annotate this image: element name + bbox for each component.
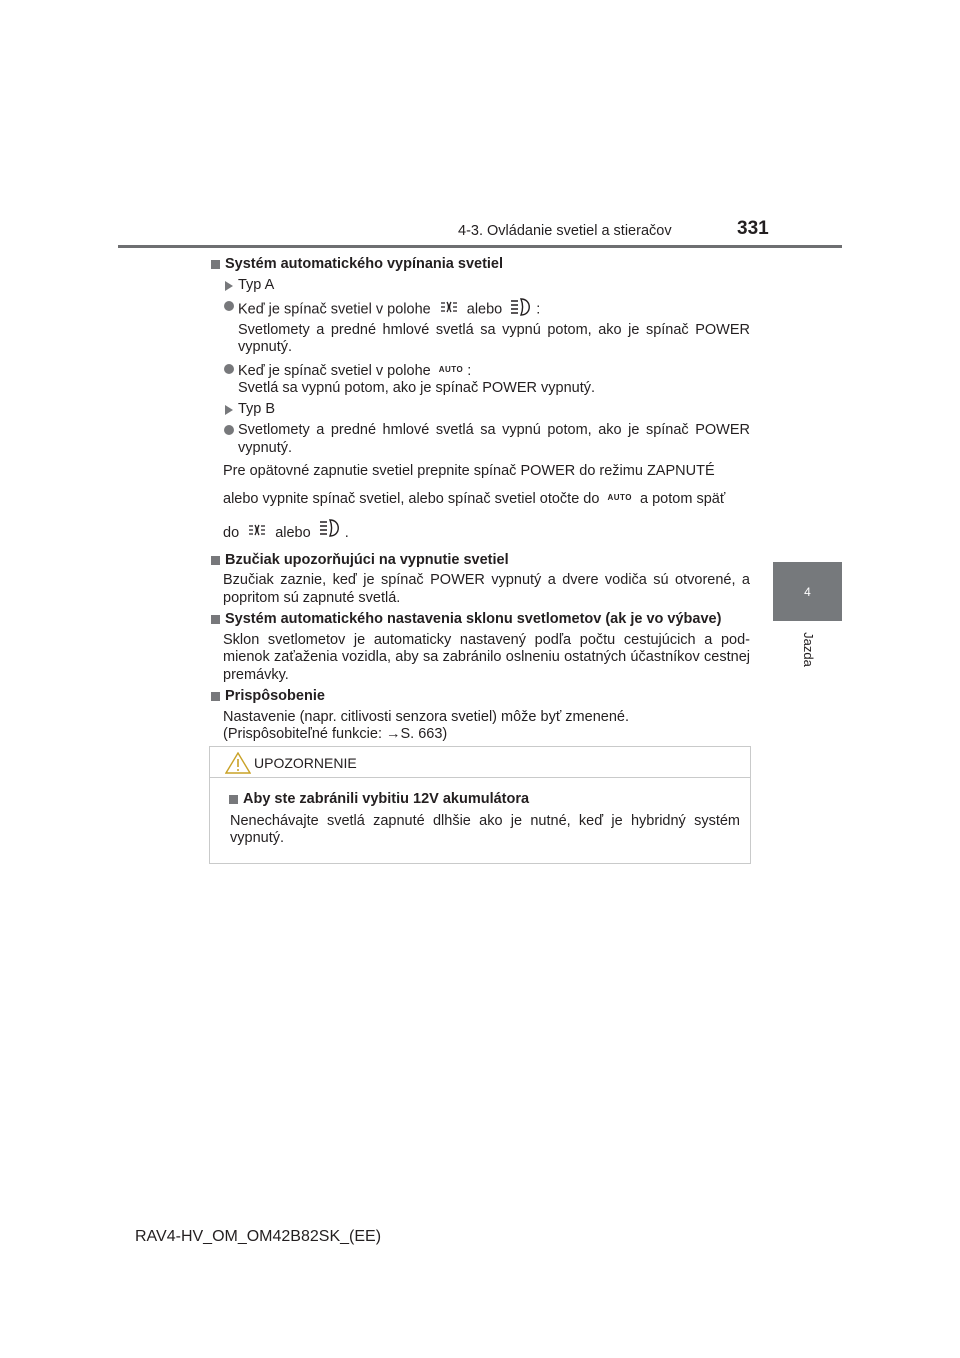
paragraph-reactivate-line-2 — [210, 481, 750, 516]
bullet-type-b-1: Svetlomety a predné hmlové svetlá sa vypnú potom, ako je spínač POWER vypnutý. — [210, 422, 750, 457]
warning-body: Nenechávajte svetlá zapnuté dlhšie ako je nutné, keď je hybridný systém vypnutý. — [230, 812, 740, 846]
paragraph-text-pre: alebo vypnite spínač svetiel, alebo spínač svetiel otočte do — [223, 490, 604, 507]
chapter-number: 4 — [804, 584, 811, 599]
section-heading-auto-off: Systém automatického vypínania svetiel — [210, 256, 750, 274]
warning-heading: Aby ste zabránili vybitiu 12V akumulátora — [228, 791, 740, 809]
paragraph-leveling: Sklon svetlometov je automaticky nastavený podľa počtu cestujúcich a pod-mienok zaťaženia vozidla, aby sa zabránilo oslneniu ostatných účastníkov cestnej premávky. — [223, 631, 750, 683]
section-heading-buzzer: Bzučiak upozorňujúci na vypnutie svetiel — [210, 552, 750, 570]
header-section-title: 4-3. Ovládanie svetiel a stieračov — [458, 223, 672, 239]
bullet-text-post: : — [536, 301, 541, 318]
warning-header — [210, 747, 750, 778]
page-number: 331 — [737, 218, 769, 239]
tail-light-icon — [247, 516, 267, 550]
paragraph-text-post: a potom späť — [636, 490, 726, 507]
bullet-text-mid: alebo — [462, 301, 507, 318]
warning-triangle-icon — [225, 752, 251, 778]
headlight-icon — [319, 516, 341, 550]
bullet-type-a-2 — [210, 361, 750, 398]
headlight-icon — [510, 298, 532, 322]
footer-document-code: RAV4-HV_OM_OM42B82SK_(EE) — [135, 1228, 382, 1245]
customization-line-1: Nastavenie (napr. citlivosti senzora svetiel) môže byť zmenené. — [223, 708, 629, 725]
auto-icon: AUTO — [438, 364, 464, 374]
auto-icon: AUTO — [607, 492, 632, 502]
chapter-tab — [773, 562, 842, 621]
paragraph-text-mid: alebo — [271, 524, 315, 541]
chapter-label-text: Jazda — [800, 631, 816, 667]
paragraph-buzzer: Bzučiak zaznie, keď je spínač POWER vypnutý a dvere vodiča sú otvorené, a popritom sú zapnuté svetlá. — [223, 572, 750, 606]
bullet-text-pre: Keď je spínač svetiel v polohe — [238, 301, 435, 318]
bullet-body: Svetlomety a predné hmlové svetlá sa vypnú potom, ako je spínač POWER vypnutý. — [238, 321, 750, 355]
paragraph-reactivate-line-1: Pre opätovné zapnutie svetiel prepnite spínač POWER do režimu ZAPNUTÉ — [223, 463, 715, 479]
header-divider — [118, 245, 842, 248]
warning-title: UPOZORNENIE — [254, 755, 357, 771]
bullet-text-pre: Keď je spínač svetiel v polohe — [238, 362, 435, 379]
type-a-label: Typ A — [210, 277, 750, 295]
warning-content — [228, 791, 740, 848]
main-content — [210, 252, 750, 744]
paragraph-text-pre: do — [223, 524, 244, 541]
customization-line-2: (Prispôsobiteľné funkcie: →S. 663) — [223, 726, 448, 743]
tail-light-icon — [439, 300, 459, 320]
section-heading-customization: Prispôsobenie — [210, 688, 750, 706]
bullet-text-post: : — [467, 362, 472, 379]
paragraph-reactivate-line-3 — [210, 516, 750, 550]
section-heading-leveling: Systém automatického nastavenia sklonu svetlometov (ak je vo výbave) — [210, 611, 750, 629]
paragraph-customization — [210, 709, 750, 744]
chapter-side-label — [780, 624, 836, 674]
bullet-body: Svetlá sa vypnú potom, ako je spínač POWER vypnutý. — [238, 380, 596, 396]
type-b-label: Typ B — [210, 401, 750, 419]
paragraph-text-post: . — [344, 524, 349, 541]
warning-box — [209, 746, 751, 864]
bullet-type-a-1 — [210, 298, 750, 357]
